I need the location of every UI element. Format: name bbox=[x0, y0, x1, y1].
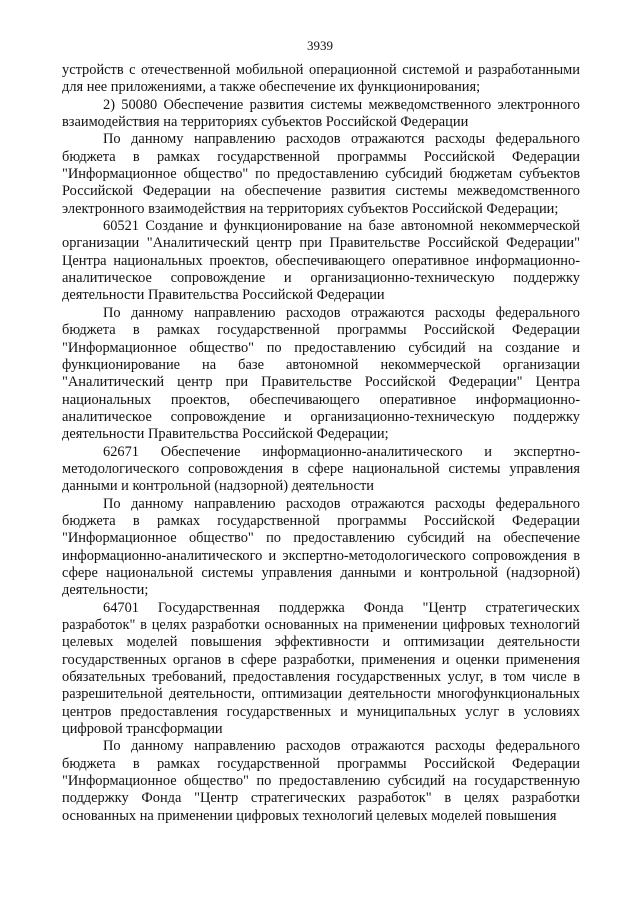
section-heading-64701: 64701 Государственная поддержка Фонда "Центр стратегических разработок" в целях разработки основанных на применении цифровых технологий целевых моделей повышения эффективности и оптимизации деятельности государственных органов в сфере разработки, применения и оценки применения обязательных требований, предоставления государственных услуг, в том числе в разрешительной деятельности, оптимизации деятельности многофункциональных центров предоставления государственных и муниципальных услуг в условиях цифровой трансформации bbox=[62, 599, 580, 738]
paragraph-50080-description: По данному направлению расходов отражаются расходы федерального бюджета в рамках государственной программы Российской Федерации "Информационное общество" по предоставлению субсидий бюджетам субъектов Российской Федерации на обеспечение развития системы межведомственного электронного взаимодействия на территориях субъектов Российской Федерации; bbox=[62, 131, 580, 217]
page-number: 3939 bbox=[307, 38, 333, 53]
section-heading-62671: 62671 Обеспечение информационно-аналитического и экспертно-методологического сопровождения в сфере национальной системы управления данными и контрольной (надзорной) деятельности bbox=[62, 443, 580, 495]
paragraph-60521-description: По данному направлению расходов отражаются расходы федерального бюджета в рамках государственной программы Российской Федерации "Информационное общество" по предоставлению субсидий на создание и функционирование на базе автономной некоммерческой организации "Аналитический центр при Правительстве Российской Федерации" Центра национальных проектов, обеспечивающего оперативное информационно-аналитическое сопровождение и организационно-техническую поддержку деятельности Правительства Российской Федерации; bbox=[62, 304, 580, 443]
paragraph-continued: устройств с отечественной мобильной операционной системой и разработанными для нее приложениями, а также обеспечение их функционирования; bbox=[62, 62, 580, 96]
section-heading-50080: 2) 50080 Обеспечение развития системы межведомственного электронного взаимодействия на территориях субъектов Российской Федерации bbox=[62, 96, 580, 131]
section-heading-60521: 60521 Создание и функционирование на базе автономной некоммерческой организации "Аналитический центр при Правительстве Российской Федерации" Центра национальных проектов, обеспечивающего оперативное информационно-аналитическое сопровождение и организационно-техническую поддержку деятельности Правительства Российской Федерации bbox=[62, 218, 580, 304]
document-body bbox=[62, 62, 580, 825]
paragraph-62671-description: По данному направлению расходов отражаются расходы федерального бюджета в рамках государственной программы Российской Федерации "Информационное общество" по предоставлению субсидий на обеспечение информационно-аналитического и экспертно-методологического сопровождения в сфере национальной системы управления данными и контрольной (надзорной) деятельности; bbox=[62, 495, 580, 599]
paragraph-64701-description: По данному направлению расходов отражаются расходы федерального бюджета в рамках государственной программы Российской Федерации "Информационное общество" по предоставлению субсидий на государственную поддержку Фонда "Центр стратегических разработок" в целях разработки основанных на применении цифровых технологий целевых моделей повышения bbox=[62, 738, 580, 824]
